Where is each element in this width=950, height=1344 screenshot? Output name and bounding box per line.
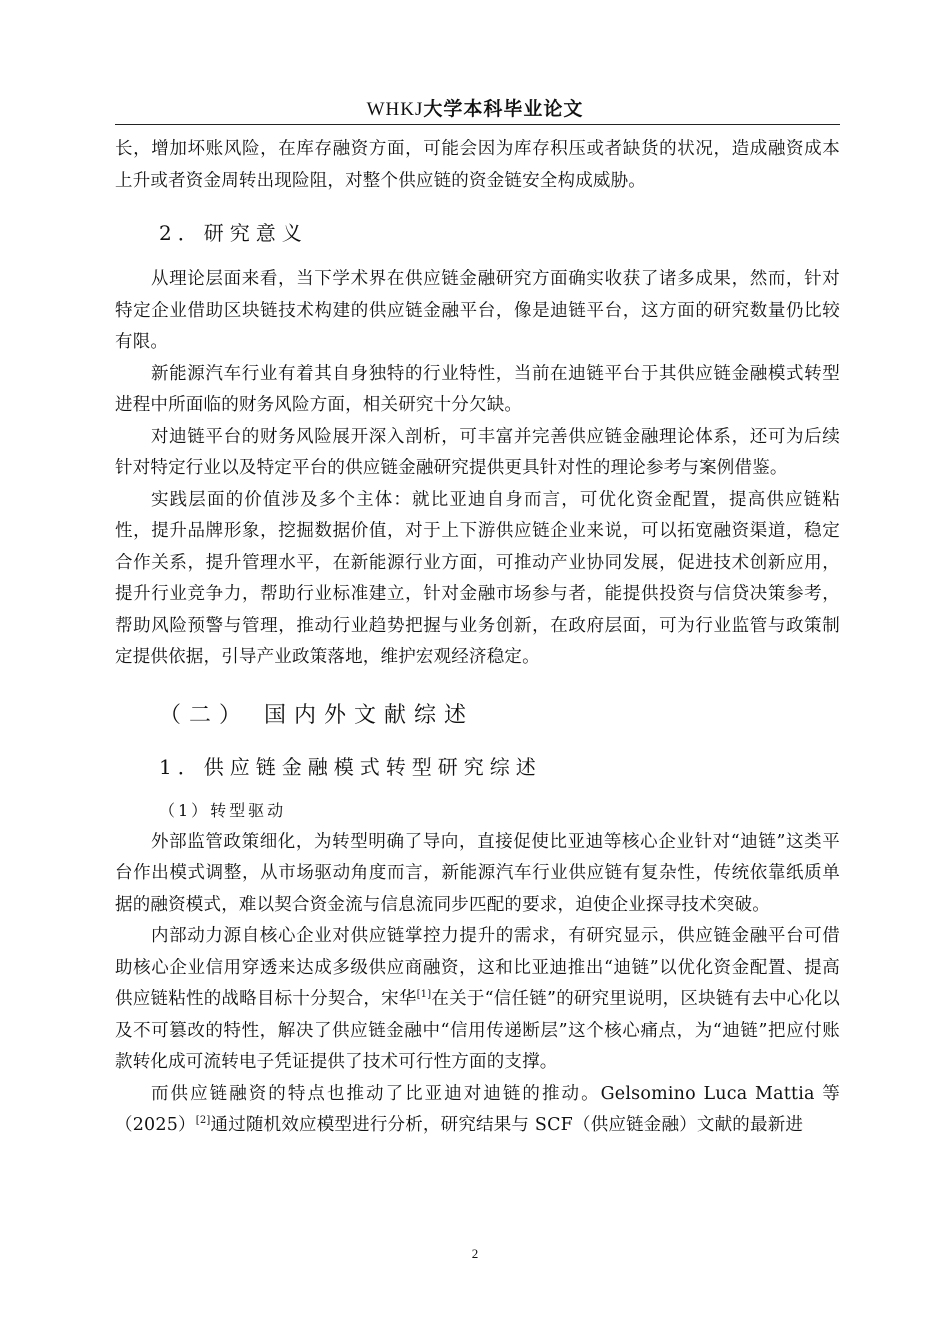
paragraph: 外部监管政策细化，为转型明确了导向，直接促使比亚迪等核心企业针对“迪链”这类平台作出模式调整，从市场驱动角度而言，新能源汽车行业供应链有复杂性，传统依靠纸质单据的融资模式，难以契合资金流与信息流同步匹配的要求，迫使企业探寻技术突破。: [115, 831, 840, 915]
heading-transformation-drivers: （1）转型驱动: [159, 800, 287, 820]
paragraph-text: 而供应链融资的特点也推动了比亚迪对迪链的推动。Gelsomino Luca Mattia 等（2025）: [115, 1083, 840, 1135]
heading-literature-review: （二） 国内外文献综述: [159, 702, 474, 728]
paragraph: 新能源汽车行业有着其自身独特的行业特性，当前在迪链平台于其供应链金融模式转型进程中所面临的财务风险方面，相关研究十分欠缺。: [115, 363, 840, 415]
page-body: [115, 134, 840, 1142]
paragraph: [115, 921, 840, 1079]
paragraph-text: 内部动力源自核心企业对供应链掌控力提升的需求，有研究显示，供应链金融平台可借助核心企业信用穿透来达成多级供应商融资，这和比亚迪推出“迪链”以优化资金配置、提高供应链粘性的战略目标十分契合，宋华: [115, 926, 840, 1009]
continuation-paragraph: 长，增加坏账风险，在库存融资方面，可能会因为库存积压或者缺货的状况，造成融资成本上升或者资金周转出现险阻，对整个供应链的资金链安全构成威胁。: [115, 139, 840, 191]
paragraph-text: 通过随机效应模型进行分析，研究结果与 SCF（供应链金融）文献的最新进: [210, 1115, 804, 1135]
heading-research-significance: 2．研究意义: [159, 221, 308, 245]
heading-scf-transformation-review: 1．供应链金融模式转型研究综述: [159, 754, 542, 779]
paragraph: [115, 1079, 840, 1142]
header-title: 大学本科毕业论文: [423, 98, 584, 120]
citation-ref: [1]: [416, 989, 432, 1001]
paragraph: 对迪链平台的财务风险展开深入剖析，可丰富并完善供应链金融理论体系，还可为后续针对特定行业以及特定平台的供应链金融研究提供更具针对性的理论参考与案例借鉴。: [115, 426, 840, 478]
citation-ref: [2]: [195, 1115, 211, 1127]
header-latin: WHKJ: [366, 99, 424, 120]
paragraph: 实践层面的价值涉及多个主体：就比亚迪自身而言，可优化资金配置，提高供应链粘性，提升品牌形象，挖掘数据价值，对于上下游供应链企业来说，可以拓宽融资渠道，稳定合作关系，提升管理水平，在新能源行业方面，可推动产业协同发展，促进技术创新应用，提升行业竞争力，帮助行业标准建立，针对金融市场参与者，能提供投资与信贷决策参考，帮助风险预警与管理，推动行业趋势把握与业务创新，在政府层面，可为行业监管与政策制定提供依据，引导产业政策落地，维护宏观经济稳定。: [115, 489, 840, 667]
page-header: [0, 94, 950, 121]
header-rule: [115, 124, 840, 125]
paragraph-text: 在关于“信任链”的研究里说明，区块链有去中心化以及不可篡改的特性，解决了供应链金融中“信用传递断层”这个核心痛点，为“迪链”把应付账款转化成可流转电子凭证提供了技术可行性方面的支撑。: [115, 989, 840, 1072]
paragraph: 从理论层面来看，当下学术界在供应链金融研究方面确实收获了诸多成果，然而，针对特定企业借助区块链技术构建的供应链金融平台，像是迪链平台，这方面的研究数量仍比较有限。: [115, 269, 840, 352]
page-number: 2: [471, 1246, 479, 1261]
